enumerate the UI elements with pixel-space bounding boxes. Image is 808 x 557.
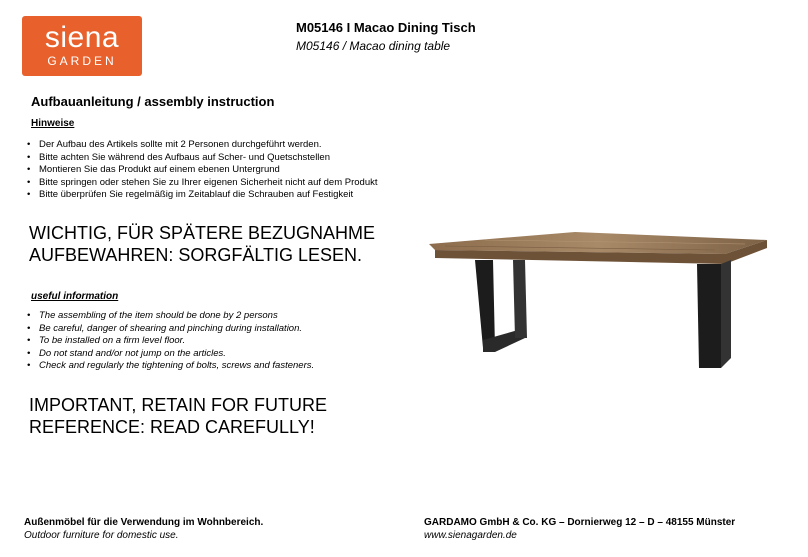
section-title: Aufbauanleitung / assembly instruction <box>31 94 275 109</box>
list-item: • Check and regularly the tightening of bolts, screws and fasteners. <box>27 360 314 373</box>
right-frame-back-leg <box>721 260 731 368</box>
left-frame-leg <box>475 260 495 348</box>
english-warning-line2: REFERENCE: READ CAREFULLY! <box>29 417 315 437</box>
german-notes-list <box>27 139 378 202</box>
german-warning <box>29 222 375 266</box>
product-subtitle: M05146 / Macao dining table <box>296 39 451 53</box>
siena-garden-logo <box>22 16 142 76</box>
footer-company-address: GARDAMO GmbH & Co. KG – Dornierweg 12 – D – 48155 Münster <box>424 517 736 528</box>
list-item: • Bitte achten Sie während des Aufbaus auf Scher- und Quetschstellen <box>27 152 378 165</box>
list-item: • Do not stand and/or not jump on the articles. <box>27 348 314 361</box>
logo-brand-name: siena <box>44 21 120 54</box>
hinweise-heading: Hinweise <box>31 118 75 129</box>
useful-information-heading: useful information <box>31 291 119 302</box>
right-frame-leg <box>697 264 721 368</box>
german-warning-line1: WICHTIG, FÜR SPÄTERE BEZUGNAHME <box>29 223 376 243</box>
list-item: • Be careful, danger of shearing and pinching during installation. <box>27 323 314 336</box>
footer-domestic-use-de: Außenmöbel für die Verwendung im Wohnbereich. <box>24 517 264 528</box>
list-item: • Bitte springen oder stehen Sie zu Ihrer eigenen Sicherheit nicht auf dem Produkt <box>27 177 378 190</box>
logo-brand-sub: GARDEN <box>47 54 117 68</box>
english-notes-list <box>27 310 314 373</box>
footer-domestic-use-en: Outdoor furniture for domestic use. <box>24 530 179 541</box>
list-item: • Der Aufbau des Artikels sollte mit 2 Personen durchgeführt werden. <box>27 139 378 152</box>
product-title: M05146 I Macao Dining Tisch <box>296 20 476 35</box>
english-warning <box>29 394 327 438</box>
list-item: • Bitte überprüfen Sie regelmäßig im Zeitablauf die Schrauben auf Festigkeit <box>27 189 378 202</box>
left-frame-back-leg <box>513 260 527 338</box>
dining-table-image <box>425 220 770 380</box>
english-warning-line1: IMPORTANT, RETAIN FOR FUTURE <box>29 395 328 415</box>
list-item: • Montieren Sie das Produkt auf einem ebenen Untergrund <box>27 164 378 177</box>
list-item: • To be installed on a firm level floor. <box>27 335 314 348</box>
german-warning-line2: AUFBEWAHREN: SORGFÄLTIG LESEN. <box>29 245 363 265</box>
footer-website-link[interactable]: www.sienagarden.de <box>424 530 517 541</box>
list-item: • The assembling of the item should be done by 2 persons <box>27 310 314 323</box>
